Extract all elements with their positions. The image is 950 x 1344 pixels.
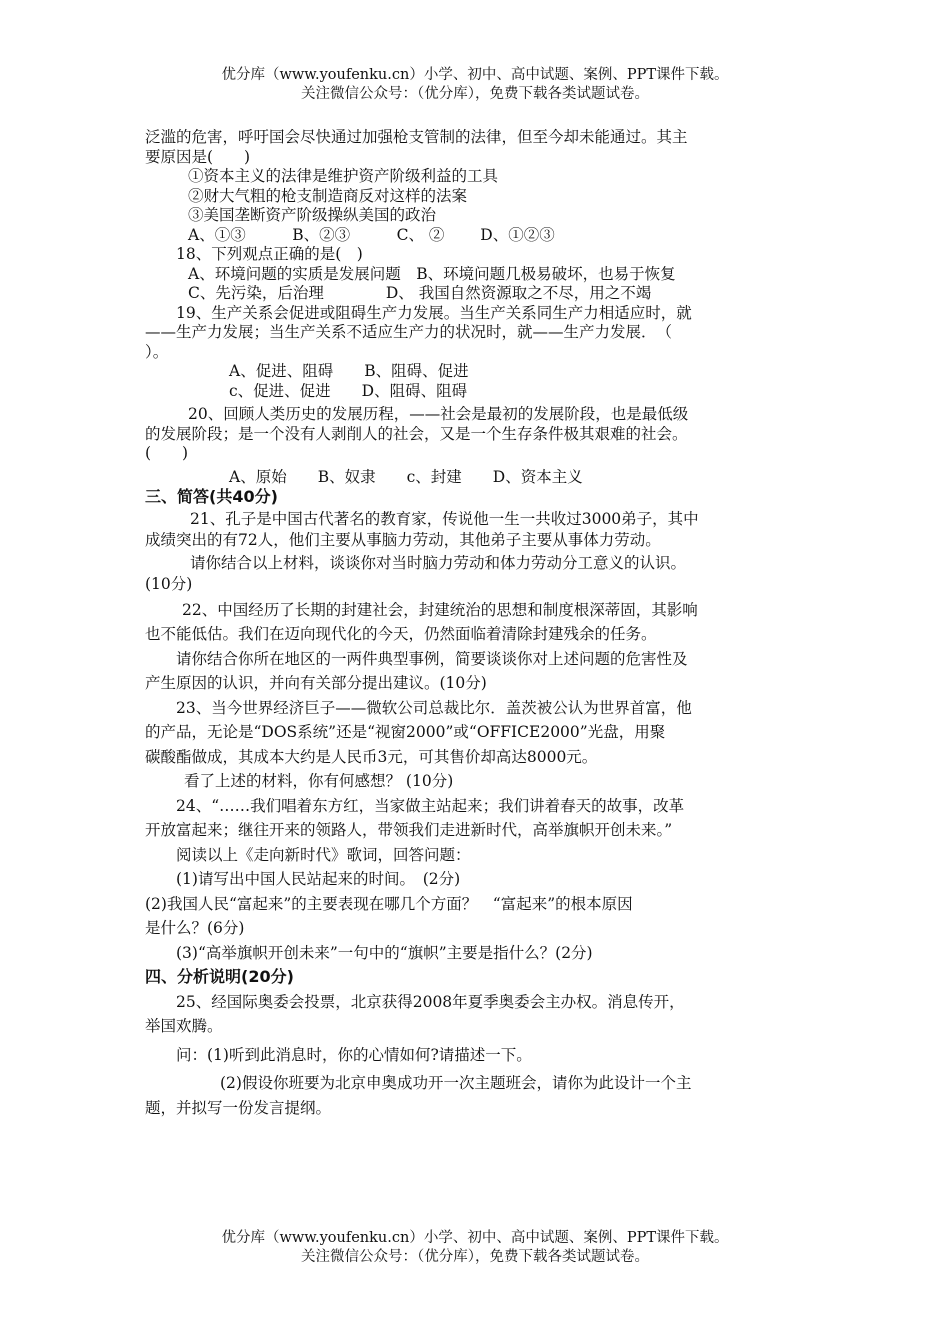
q22-line: 请你结合你所在地区的一两件典型事例，简要谈谈你对上述问题的危害性及 xyxy=(176,649,688,668)
q20-options: A、原始 B、奴隶 c、封建 D、资本主义 xyxy=(229,467,583,486)
q24-line: (2)我国人民“富起来”的主要表现在哪几个方面？ “富起来”的根本原因 xyxy=(145,894,633,913)
q18-options-ab: A、环境问题的实质是发展问题 B、环境问题几极易破坏，也易于恢复 xyxy=(188,264,676,283)
q17-item: ③美国垄断资产阶级操纵美国的政治 xyxy=(188,206,437,224)
q21-line: 请你结合以上材料，谈谈你对当时脑力劳动和体力劳动分工意义的认识。 xyxy=(190,553,687,572)
q25-line: 题，并拟写一份发言提纲。 xyxy=(145,1098,332,1117)
q19-stem-line: 19、生产关系会促进或阻碍生产力发展。当生产关系同生产力相适应时，就 xyxy=(176,303,692,322)
q19-options-ab: A、促进、阻碍 B、阻碍、促进 xyxy=(229,362,469,380)
q22-line: 产生原因的认识，并向有关部分提出建议。(10分) xyxy=(145,674,487,692)
q21-line: 21、孔子是中国古代著名的教育家，传说他一生一共收过3000弟子，其中 xyxy=(190,509,699,528)
q17-item: ①资本主义的法律是维护资产阶级利益的工具 xyxy=(188,167,499,185)
q17-item: ②财大气粗的枪支制造商反对这样的法案 xyxy=(188,186,468,205)
question-20 xyxy=(145,405,809,487)
q19-options-cd: c、促进、促进 D、阻碍、阻碍 xyxy=(229,381,468,400)
question-17 xyxy=(145,128,809,245)
question-18 xyxy=(145,245,809,304)
q19-stem-line: ）。 xyxy=(145,342,169,361)
section-4-title: 四、分析说明(20分) xyxy=(145,967,294,986)
q24-line: 是什么？(6分) xyxy=(145,919,245,937)
q21-line: (10分) xyxy=(145,575,193,593)
page-footer xyxy=(0,1229,950,1267)
header-line-1: 优分库（www.youfenku.cn）小学、初中、高中试题、案例、PPT课件下载。 xyxy=(221,67,729,83)
q20-stem-line: ( ) xyxy=(145,444,189,462)
question-25 xyxy=(145,990,809,1121)
q22-line: 也不能低估。我们在迈向现代化的今天，仍然面临着清除封建残余的任务。 xyxy=(145,625,657,643)
footer-line-1: 优分库（www.youfenku.cn）小学、初中、高中试题、案例、PPT课件下载。 xyxy=(221,1230,729,1246)
section-3-title: 三、简答(共40分) xyxy=(145,487,278,506)
q25-line: (2)假设你班要为北京申奥成功开一次主题班会，请你为此设计一个主 xyxy=(220,1074,692,1092)
q23-line: 看了上述的材料，你有何感想？ (10分) xyxy=(184,772,454,790)
question-21 xyxy=(145,507,809,595)
q18-stem: 18、下列观点正确的是( ) xyxy=(176,245,363,263)
q25-line: 举国欢腾。 xyxy=(145,1017,223,1035)
question-19 xyxy=(145,304,809,402)
q24-line: 开放富起来；继往开来的领路人，带领我们走进新时代，高举旗帜开创未来。” xyxy=(145,821,673,839)
q23-line: 的产品，无论是“DOS系统”还是“视窗2000”或“OFFICE2000”光盘，用聚 xyxy=(145,723,666,741)
question-23 xyxy=(145,696,809,794)
q18-options-cd: C、先污染，后治理 D、 我国自然资源取之不尽，用之不竭 xyxy=(188,284,652,302)
q25-line: 25、经国际奥委会投票，北京获得2008年夏季奥委会主办权。消息传开， xyxy=(176,992,685,1011)
q22-line: 22、中国经历了长期的封建社会，封建统治的思想和制度根深蒂固，其影响 xyxy=(182,600,698,619)
header-line-2: 关注微信公众号：（优分库），免费下载各类试题试卷。 xyxy=(301,86,649,102)
q17-stem-line: 泛滥的危害，呼吁国会尽快通过加强枪支管制的法律，但至今却未能通过。其主 xyxy=(145,128,688,146)
q25-line: 问：(1)听到此消息时，你的心情如何?请描述一下。 xyxy=(176,1045,532,1064)
q24-line: 24、“……我们唱着东方红，当家做主站起来；我们讲着春天的故事，改革 xyxy=(176,796,685,815)
page-header xyxy=(0,66,950,104)
q24-line: (3)“高举旗帜开创未来”一句中的“旗帜”主要是指什么？(2分) xyxy=(176,943,593,962)
q17-options: A、①③ B、②③ C、 ② D、①②③ xyxy=(188,225,555,244)
question-24 xyxy=(145,794,809,966)
footer-line-2: 关注微信公众号：（优分库），免费下载各类试题试卷。 xyxy=(301,1249,649,1265)
q23-line: 23、当今世界经济巨子——微软公司总裁比尔．盖茨被公认为世界首富，他 xyxy=(176,698,692,717)
q19-stem-line: ——生产力发展；当生产关系不适应生产力的状况时，就——生产力发展． （ xyxy=(145,323,673,341)
q21-line: 成绩突出的有72人，他们主要从事脑力劳动，其他弟子主要从事体力劳动。 xyxy=(145,531,661,549)
q20-stem-line: 的发展阶段；是一个没有人剥削人的社会，又是一个生存条件极其艰难的社会。 xyxy=(145,424,688,443)
q24-line: 阅读以上《走向新时代》歌词，回答问题： xyxy=(176,845,471,864)
question-22 xyxy=(145,598,809,696)
q17-stem-line: 要原因是( ) xyxy=(145,147,251,166)
q23-line: 碳酸酯做成，其成本大约是人民币3元，可其售价却高达8000元。 xyxy=(145,747,598,766)
q20-stem-line: 20、回顾人类历史的发展历程，——社会是最初的发展阶段，也是最低级 xyxy=(188,405,689,423)
exam-content xyxy=(145,128,809,1120)
q24-line: (1)请写出中国人民站起来的时间。 (2分) xyxy=(176,870,461,888)
